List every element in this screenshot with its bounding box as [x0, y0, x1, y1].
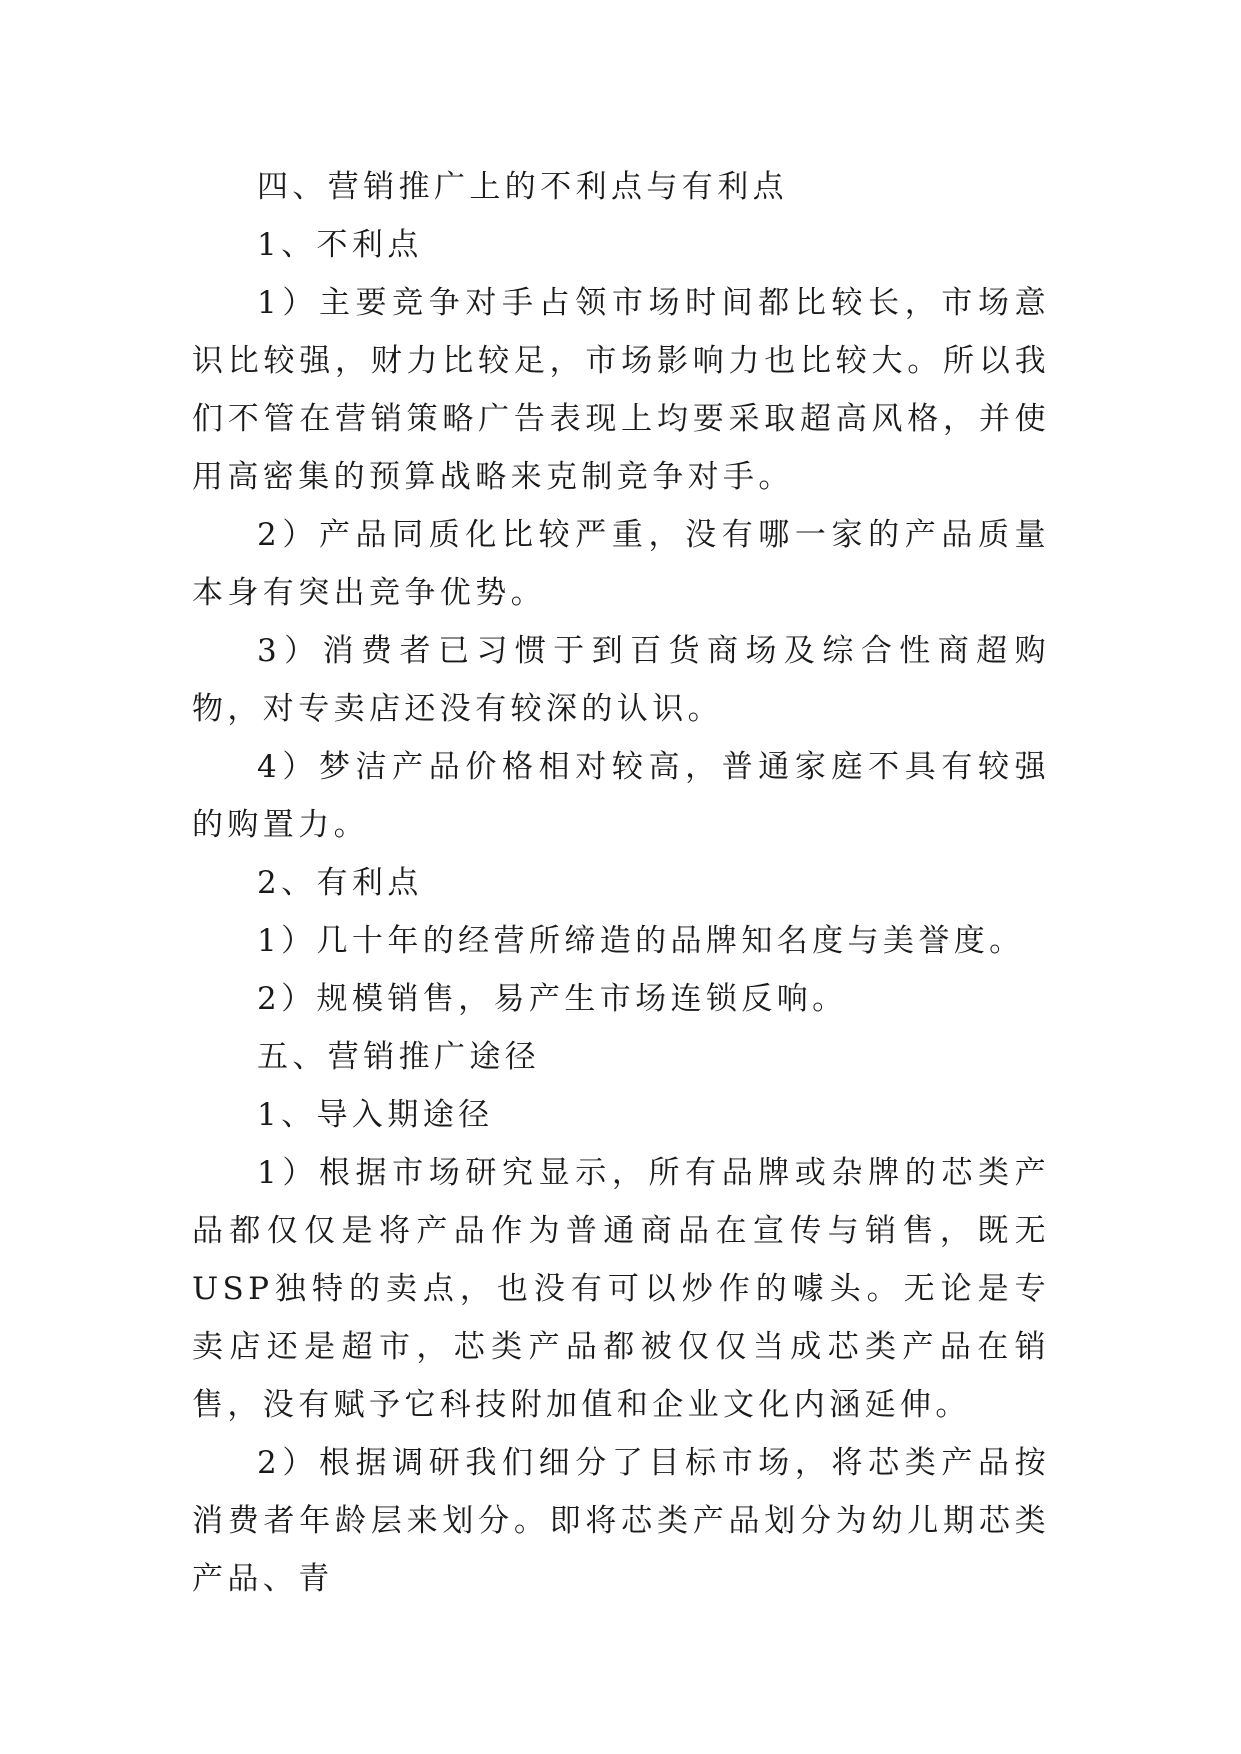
- advantage-item-1: 1）几十年的经营所缔造的品牌知名度与美誉度。: [257, 923, 1025, 959]
- disadvantage-item-4: 4）梦洁产品价格相对较高，普通家庭不具有较强的购置力。: [192, 749, 1050, 843]
- subheading-disadvantages: 1、不利点: [257, 227, 423, 263]
- section-heading-5: 五、营销推广途径: [257, 1039, 541, 1075]
- section-heading-4: 四、营销推广上的不利点与有利点: [257, 169, 788, 205]
- introduction-item-1: 1）根据市场研究显示，所有品牌或杂牌的芯类产品都仅仅是将产品作为普通商品在宣传与销售，既无USP独特的卖点，也没有可以炒作的噱头。无论是专卖店还是超市，芯类产品都被仅仅当成芯类产品在销售，没有赋予它科技附加值和企业文化内涵延伸。: [192, 1155, 1050, 1423]
- advantage-item-2: 2）规模销售，易产生市场连锁反响。: [257, 981, 848, 1017]
- disadvantage-item-3: 3）消费者已习惯于到百货商场及综合性商超购物，对专卖店还没有较深的认识。: [192, 633, 1050, 727]
- subheading-introduction-phase: 1、导入期途径: [257, 1097, 494, 1133]
- introduction-item-2: 2）根据调研我们细分了目标市场，将芯类产品按消费者年龄层来划分。即将芯类产品划分为幼儿期芯类产品、青: [192, 1445, 1050, 1597]
- disadvantage-item-1: 1）主要竞争对手占领市场时间都比较长，市场意识比较强，财力比较足，市场影响力也比较大。所以我们不管在营销策略广告表现上均要采取超高风格，并使用高密集的预算战略来克制竞争对手。: [192, 285, 1050, 495]
- document-body: [192, 158, 1050, 1608]
- disadvantage-item-2: 2）产品同质化比较严重，没有哪一家的产品质量本身有突出竞争优势。: [192, 517, 1050, 611]
- subheading-advantages: 2、有利点: [257, 865, 423, 901]
